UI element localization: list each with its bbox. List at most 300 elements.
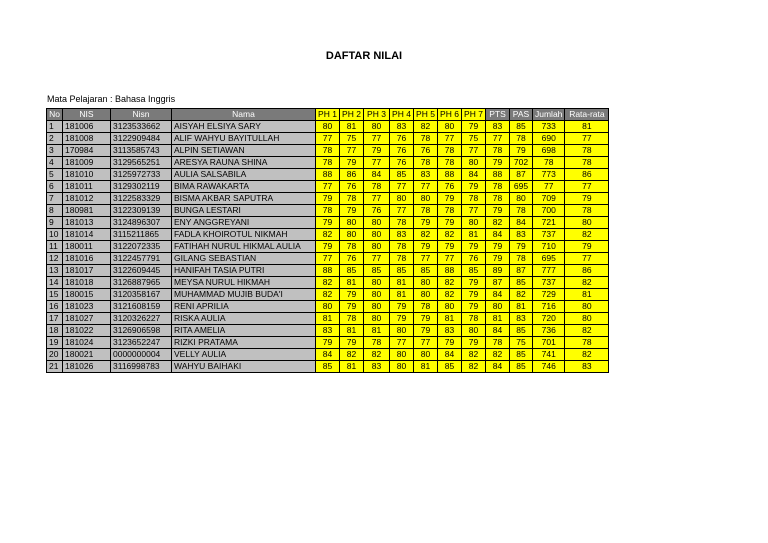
cell-jumlah: 736 xyxy=(533,325,565,337)
cell-pas: 85 xyxy=(510,121,533,133)
cell-ph4: 78 xyxy=(390,253,414,265)
cell-nama: ALIF WAHYU BAYITULLAH xyxy=(172,133,316,145)
cell-ph5: 85 xyxy=(414,265,438,277)
cell-nama: WAHYU BAIHAKI xyxy=(172,361,316,373)
cell-nisn: 3113585743 xyxy=(111,145,172,157)
subject-label: Mata Pelajaran : Bahasa Inggris xyxy=(47,94,176,104)
cell-ph5: 77 xyxy=(414,253,438,265)
cell-nis: 181009 xyxy=(63,157,111,169)
cell-rata-rata: 86 xyxy=(565,265,609,277)
cell-ph6: 85 xyxy=(438,361,462,373)
cell-pas: 79 xyxy=(510,241,533,253)
cell-nisn: 3123533662 xyxy=(111,121,172,133)
cell-jumlah: 710 xyxy=(533,241,565,253)
cell-ph1: 81 xyxy=(316,313,340,325)
cell-ph3: 82 xyxy=(364,349,390,361)
cell-no: 10 xyxy=(47,229,63,241)
cell-rata-rata: 78 xyxy=(565,205,609,217)
cell-ph1: 77 xyxy=(316,133,340,145)
cell-ph2: 79 xyxy=(340,289,364,301)
cell-nama: BIMA RAWAKARTA xyxy=(172,181,316,193)
cell-ph6: 78 xyxy=(438,205,462,217)
cell-ph4: 85 xyxy=(390,169,414,181)
cell-nama: GILANG SEBASTIAN xyxy=(172,253,316,265)
cell-ph1: 83 xyxy=(316,325,340,337)
cell-ph3: 80 xyxy=(364,241,390,253)
cell-rata-rata: 81 xyxy=(565,289,609,301)
cell-pas: 78 xyxy=(510,253,533,265)
cell-no: 6 xyxy=(47,181,63,193)
table-row xyxy=(47,277,609,289)
cell-ph4: 81 xyxy=(390,289,414,301)
cell-nisn: 0000000004 xyxy=(111,349,172,361)
cell-ph4: 80 xyxy=(390,325,414,337)
cell-ph2: 80 xyxy=(340,229,364,241)
col-header-ph6: PH 6 xyxy=(438,109,462,121)
cell-nisn: 3126887965 xyxy=(111,277,172,289)
cell-nisn: 3122583329 xyxy=(111,193,172,205)
cell-ph3: 79 xyxy=(364,145,390,157)
cell-nisn: 3120326227 xyxy=(111,313,172,325)
cell-ph7: 79 xyxy=(462,241,486,253)
cell-ph5: 78 xyxy=(414,205,438,217)
cell-jumlah: 700 xyxy=(533,205,565,217)
cell-ph3: 81 xyxy=(364,325,390,337)
cell-ph1: 82 xyxy=(316,277,340,289)
cell-pts: 87 xyxy=(486,277,510,289)
cell-ph2: 78 xyxy=(340,193,364,205)
cell-pts: 78 xyxy=(486,145,510,157)
cell-pts: 82 xyxy=(486,217,510,229)
cell-pts: 81 xyxy=(486,313,510,325)
cell-jumlah: 777 xyxy=(533,265,565,277)
cell-pas: 83 xyxy=(510,229,533,241)
table-row xyxy=(47,361,609,373)
table-row xyxy=(47,265,609,277)
cell-pas: 81 xyxy=(510,301,533,313)
cell-pas: 79 xyxy=(510,145,533,157)
cell-nama: HANIFAH TASIA PUTRI xyxy=(172,265,316,277)
cell-ph2: 86 xyxy=(340,169,364,181)
cell-ph7: 79 xyxy=(462,337,486,349)
cell-nis: 181011 xyxy=(63,181,111,193)
cell-ph6: 79 xyxy=(438,241,462,253)
cell-no: 14 xyxy=(47,277,63,289)
cell-ph7: 78 xyxy=(462,193,486,205)
cell-ph6: 80 xyxy=(438,121,462,133)
cell-ph4: 80 xyxy=(390,193,414,205)
cell-jumlah: 78 xyxy=(533,157,565,169)
cell-jumlah: 721 xyxy=(533,217,565,229)
cell-ph3: 77 xyxy=(364,157,390,169)
cell-pas: 85 xyxy=(510,349,533,361)
cell-nisn: 3122609445 xyxy=(111,265,172,277)
cell-nis: 181016 xyxy=(63,253,111,265)
cell-ph5: 80 xyxy=(414,193,438,205)
cell-pts: 80 xyxy=(486,301,510,313)
cell-pas: 75 xyxy=(510,337,533,349)
cell-nis: 181018 xyxy=(63,277,111,289)
col-header-no: No xyxy=(47,109,63,121)
cell-ph2: 75 xyxy=(340,133,364,145)
cell-pas: 83 xyxy=(510,313,533,325)
cell-ph5: 76 xyxy=(414,145,438,157)
cell-jumlah: 709 xyxy=(533,193,565,205)
cell-nis: 180981 xyxy=(63,205,111,217)
cell-nama: RISKA AULIA xyxy=(172,313,316,325)
cell-nis: 180015 xyxy=(63,289,111,301)
grades-body xyxy=(47,121,609,373)
cell-jumlah: 741 xyxy=(533,349,565,361)
cell-nis: 181024 xyxy=(63,337,111,349)
cell-ph5: 82 xyxy=(414,121,438,133)
cell-ph4: 78 xyxy=(390,241,414,253)
table-row xyxy=(47,145,609,157)
cell-nis: 181027 xyxy=(63,313,111,325)
cell-ph6: 77 xyxy=(438,133,462,145)
cell-ph2: 79 xyxy=(340,301,364,313)
cell-rata-rata: 80 xyxy=(565,217,609,229)
cell-nama: FADLA KHOIROTUL NIKMAH xyxy=(172,229,316,241)
cell-no: 20 xyxy=(47,349,63,361)
cell-ph5: 79 xyxy=(414,325,438,337)
cell-ph3: 78 xyxy=(364,337,390,349)
cell-pts: 78 xyxy=(486,181,510,193)
cell-jumlah: 695 xyxy=(533,253,565,265)
cell-ph6: 82 xyxy=(438,289,462,301)
cell-nisn: 3122072335 xyxy=(111,241,172,253)
cell-nisn: 3122909484 xyxy=(111,133,172,145)
cell-ph2: 82 xyxy=(340,349,364,361)
cell-jumlah: 773 xyxy=(533,169,565,181)
col-header-ph5: PH 5 xyxy=(414,109,438,121)
cell-nis: 181010 xyxy=(63,169,111,181)
cell-ph4: 81 xyxy=(390,277,414,289)
cell-nama: BUNGA LESTARI xyxy=(172,205,316,217)
table-row xyxy=(47,181,609,193)
cell-ph4: 76 xyxy=(390,157,414,169)
cell-jumlah: 746 xyxy=(533,361,565,373)
table-row xyxy=(47,301,609,313)
cell-ph3: 85 xyxy=(364,265,390,277)
cell-nama: MEYSA NURUL HIKMAH xyxy=(172,277,316,289)
cell-ph1: 84 xyxy=(316,349,340,361)
cell-ph1: 78 xyxy=(316,145,340,157)
cell-ph7: 79 xyxy=(462,277,486,289)
cell-ph1: 85 xyxy=(316,361,340,373)
cell-ph2: 79 xyxy=(340,157,364,169)
cell-ph4: 83 xyxy=(390,229,414,241)
cell-ph3: 78 xyxy=(364,181,390,193)
cell-pts: 77 xyxy=(486,133,510,145)
cell-ph5: 81 xyxy=(414,361,438,373)
cell-ph5: 79 xyxy=(414,241,438,253)
cell-no: 21 xyxy=(47,361,63,373)
cell-ph2: 81 xyxy=(340,121,364,133)
cell-no: 7 xyxy=(47,193,63,205)
cell-ph1: 88 xyxy=(316,265,340,277)
cell-pts: 84 xyxy=(486,229,510,241)
cell-pts: 83 xyxy=(486,121,510,133)
cell-ph5: 78 xyxy=(414,157,438,169)
cell-pts: 79 xyxy=(486,241,510,253)
cell-ph5: 82 xyxy=(414,229,438,241)
cell-nisn: 3123652247 xyxy=(111,337,172,349)
cell-pts: 84 xyxy=(486,325,510,337)
cell-jumlah: 701 xyxy=(533,337,565,349)
cell-ph2: 81 xyxy=(340,277,364,289)
cell-pas: 80 xyxy=(510,193,533,205)
cell-ph5: 80 xyxy=(414,349,438,361)
col-header-ph4: PH 4 xyxy=(390,109,414,121)
cell-pas: 87 xyxy=(510,265,533,277)
cell-rata-rata: 82 xyxy=(565,229,609,241)
cell-rata-rata: 80 xyxy=(565,313,609,325)
cell-ph2: 77 xyxy=(340,145,364,157)
cell-nama: AISYAH ELSIYA SARY xyxy=(172,121,316,133)
cell-jumlah: 698 xyxy=(533,145,565,157)
cell-ph6: 83 xyxy=(438,325,462,337)
col-header-nama: Nama xyxy=(172,109,316,121)
cell-jumlah: 77 xyxy=(533,181,565,193)
cell-nisn: 3121608159 xyxy=(111,301,172,313)
table-row xyxy=(47,337,609,349)
col-header-rata-rata: Rata-rata xyxy=(565,109,609,121)
cell-ph5: 78 xyxy=(414,133,438,145)
table-row xyxy=(47,253,609,265)
cell-pts: 84 xyxy=(486,361,510,373)
cell-jumlah: 690 xyxy=(533,133,565,145)
cell-nisn: 3120358167 xyxy=(111,289,172,301)
cell-ph4: 80 xyxy=(390,361,414,373)
col-header-ph2: PH 2 xyxy=(340,109,364,121)
cell-ph3: 80 xyxy=(364,217,390,229)
header-row xyxy=(47,109,609,121)
cell-ph1: 77 xyxy=(316,253,340,265)
cell-ph3: 80 xyxy=(364,277,390,289)
col-header-nis: NIS xyxy=(63,109,111,121)
cell-pas: 85 xyxy=(510,361,533,373)
cell-rata-rata: 78 xyxy=(565,337,609,349)
table-row xyxy=(47,313,609,325)
cell-nama: RENI APRILIA xyxy=(172,301,316,313)
table-row xyxy=(47,157,609,169)
cell-ph2: 80 xyxy=(340,217,364,229)
cell-rata-rata: 77 xyxy=(565,253,609,265)
cell-ph7: 84 xyxy=(462,169,486,181)
cell-nama: ALPIN SETIAWAN xyxy=(172,145,316,157)
col-header-ph3: PH 3 xyxy=(364,109,390,121)
cell-rata-rata: 86 xyxy=(565,169,609,181)
cell-no: 5 xyxy=(47,169,63,181)
cell-pas: 87 xyxy=(510,169,533,181)
cell-ph1: 78 xyxy=(316,157,340,169)
cell-ph4: 76 xyxy=(390,145,414,157)
cell-jumlah: 737 xyxy=(533,277,565,289)
cell-nisn: 3122309139 xyxy=(111,205,172,217)
cell-nama: ENY ANGGREYANI xyxy=(172,217,316,229)
cell-ph3: 80 xyxy=(364,229,390,241)
cell-ph6: 79 xyxy=(438,337,462,349)
cell-ph7: 78 xyxy=(462,313,486,325)
cell-ph6: 76 xyxy=(438,181,462,193)
cell-nisn: 3126906598 xyxy=(111,325,172,337)
cell-nama: BISMA AKBAR SAPUTRA xyxy=(172,193,316,205)
cell-ph1: 79 xyxy=(316,337,340,349)
cell-rata-rata: 82 xyxy=(565,325,609,337)
cell-ph1: 79 xyxy=(316,193,340,205)
cell-ph7: 77 xyxy=(462,205,486,217)
cell-nis: 180011 xyxy=(63,241,111,253)
cell-nisn: 3116998783 xyxy=(111,361,172,373)
cell-jumlah: 720 xyxy=(533,313,565,325)
cell-pts: 84 xyxy=(486,289,510,301)
cell-ph4: 76 xyxy=(390,133,414,145)
cell-no: 4 xyxy=(47,157,63,169)
cell-nis: 181022 xyxy=(63,325,111,337)
col-header-jumlah: Jumlah xyxy=(533,109,565,121)
table-row xyxy=(47,289,609,301)
cell-ph4: 80 xyxy=(390,349,414,361)
cell-ph3: 80 xyxy=(364,121,390,133)
cell-nis: 181013 xyxy=(63,217,111,229)
cell-pts: 79 xyxy=(486,157,510,169)
cell-ph1: 78 xyxy=(316,205,340,217)
cell-nis: 181014 xyxy=(63,229,111,241)
cell-nama: FATIHAH NURUL HIKMAL AULIA xyxy=(172,241,316,253)
cell-ph3: 84 xyxy=(364,169,390,181)
cell-ph7: 80 xyxy=(462,217,486,229)
cell-ph6: 84 xyxy=(438,349,462,361)
cell-ph6: 82 xyxy=(438,229,462,241)
table-row xyxy=(47,205,609,217)
cell-nama: AULIA SALSABILA xyxy=(172,169,316,181)
cell-nisn: 3115211865 xyxy=(111,229,172,241)
cell-ph7: 76 xyxy=(462,253,486,265)
cell-no: 3 xyxy=(47,145,63,157)
cell-ph3: 76 xyxy=(364,205,390,217)
cell-ph3: 83 xyxy=(364,361,390,373)
cell-rata-rata: 79 xyxy=(565,193,609,205)
cell-ph5: 77 xyxy=(414,181,438,193)
cell-ph1: 80 xyxy=(316,121,340,133)
cell-nama: MUHAMMAD MUJIB BUDA'I xyxy=(172,289,316,301)
cell-pas: 85 xyxy=(510,325,533,337)
col-header-pts: PTS xyxy=(486,109,510,121)
cell-nisn: 3122457791 xyxy=(111,253,172,265)
cell-rata-rata: 79 xyxy=(565,241,609,253)
cell-pts: 89 xyxy=(486,265,510,277)
cell-ph4: 79 xyxy=(390,313,414,325)
cell-rata-rata: 77 xyxy=(565,181,609,193)
cell-nis: 181023 xyxy=(63,301,111,313)
cell-nisn: 3124896307 xyxy=(111,217,172,229)
cell-ph7: 82 xyxy=(462,349,486,361)
cell-no: 1 xyxy=(47,121,63,133)
cell-ph6: 80 xyxy=(438,301,462,313)
cell-rata-rata: 78 xyxy=(565,145,609,157)
cell-ph7: 79 xyxy=(462,121,486,133)
table-row xyxy=(47,133,609,145)
cell-jumlah: 737 xyxy=(533,229,565,241)
cell-ph7: 79 xyxy=(462,289,486,301)
cell-ph4: 79 xyxy=(390,301,414,313)
cell-pas: 84 xyxy=(510,217,533,229)
table-row xyxy=(47,121,609,133)
cell-ph6: 77 xyxy=(438,253,462,265)
cell-jumlah: 729 xyxy=(533,289,565,301)
cell-ph7: 75 xyxy=(462,133,486,145)
col-header-ph1: PH 1 xyxy=(316,109,340,121)
cell-no: 15 xyxy=(47,289,63,301)
cell-nama: ARESYA RAUNA SHINA xyxy=(172,157,316,169)
cell-ph3: 77 xyxy=(364,193,390,205)
cell-ph5: 80 xyxy=(414,277,438,289)
cell-nis: 181008 xyxy=(63,133,111,145)
cell-rata-rata: 82 xyxy=(565,277,609,289)
cell-nama: RITA AMELIA xyxy=(172,325,316,337)
cell-nisn: 3129302119 xyxy=(111,181,172,193)
cell-nama: VELLY AULIA xyxy=(172,349,316,361)
cell-rata-rata: 77 xyxy=(565,133,609,145)
cell-pas: 702 xyxy=(510,157,533,169)
cell-ph1: 77 xyxy=(316,181,340,193)
cell-ph2: 79 xyxy=(340,337,364,349)
cell-ph1: 79 xyxy=(316,241,340,253)
cell-nis: 181026 xyxy=(63,361,111,373)
cell-pts: 78 xyxy=(486,193,510,205)
cell-pas: 695 xyxy=(510,181,533,193)
cell-ph1: 88 xyxy=(316,169,340,181)
cell-ph6: 88 xyxy=(438,265,462,277)
col-header-ph7: PH 7 xyxy=(462,109,486,121)
cell-jumlah: 733 xyxy=(533,121,565,133)
cell-ph5: 78 xyxy=(414,301,438,313)
cell-ph4: 77 xyxy=(390,181,414,193)
cell-no: 13 xyxy=(47,265,63,277)
cell-ph2: 79 xyxy=(340,205,364,217)
table-row xyxy=(47,217,609,229)
cell-ph6: 82 xyxy=(438,277,462,289)
cell-ph7: 77 xyxy=(462,145,486,157)
cell-ph3: 80 xyxy=(364,289,390,301)
cell-ph6: 88 xyxy=(438,169,462,181)
cell-nis: 180021 xyxy=(63,349,111,361)
cell-nis: 181012 xyxy=(63,193,111,205)
table-row xyxy=(47,349,609,361)
cell-pas: 82 xyxy=(510,289,533,301)
table-row xyxy=(47,169,609,181)
cell-ph7: 80 xyxy=(462,325,486,337)
cell-nis: 170984 xyxy=(63,145,111,157)
cell-ph2: 78 xyxy=(340,313,364,325)
cell-jumlah: 716 xyxy=(533,301,565,313)
cell-nama: RIZKI PRATAMA xyxy=(172,337,316,349)
cell-ph5: 79 xyxy=(414,313,438,325)
cell-ph6: 79 xyxy=(438,193,462,205)
cell-ph6: 78 xyxy=(438,145,462,157)
cell-ph1: 82 xyxy=(316,229,340,241)
cell-ph7: 82 xyxy=(462,361,486,373)
cell-pas: 78 xyxy=(510,133,533,145)
cell-pts: 88 xyxy=(486,169,510,181)
cell-no: 11 xyxy=(47,241,63,253)
cell-nis: 181006 xyxy=(63,121,111,133)
cell-rata-rata: 82 xyxy=(565,349,609,361)
cell-rata-rata: 81 xyxy=(565,121,609,133)
cell-nisn: 3125972733 xyxy=(111,169,172,181)
cell-ph5: 77 xyxy=(414,337,438,349)
